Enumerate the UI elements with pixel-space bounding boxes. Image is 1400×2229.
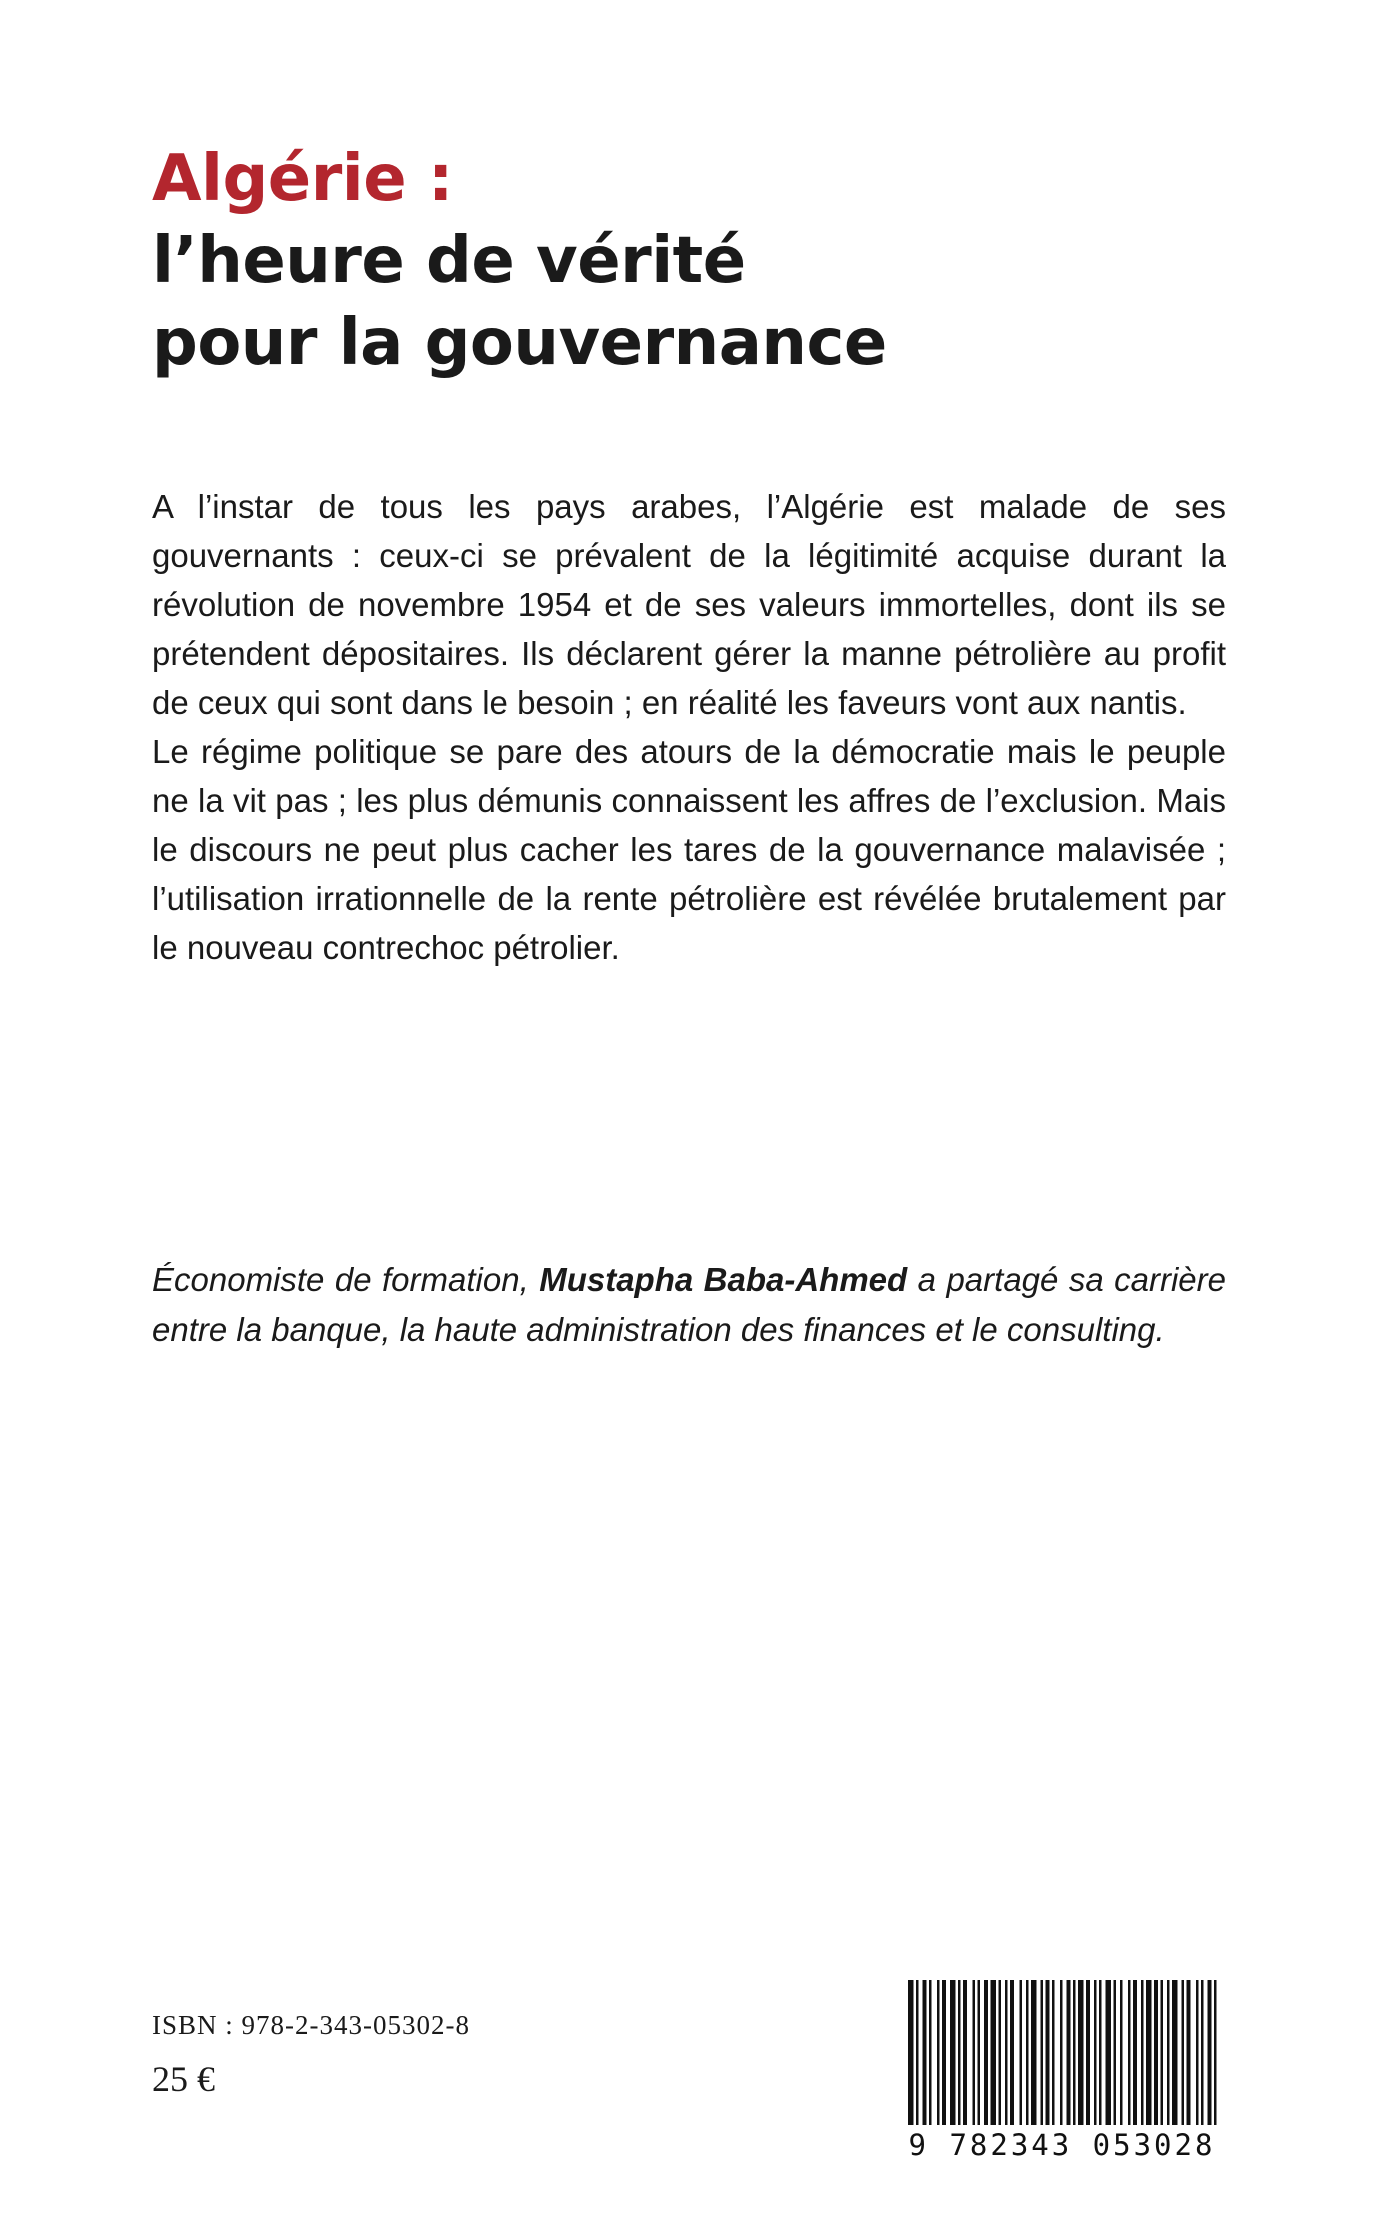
barcode-bar: [1041, 1980, 1044, 2125]
barcode-bar: [937, 1980, 940, 2125]
author-bio-career: a partagé sa carrière entre la banque, la haute administration des finances et le consulting.: [152, 1261, 1226, 1348]
barcode-bar: [958, 1980, 961, 2125]
author-name: Mustapha Baba-Ahmed: [539, 1261, 908, 1298]
barcode-bar: [1141, 1980, 1144, 2125]
barcode-bar: [923, 1980, 927, 2125]
barcode-bar: [908, 1980, 914, 2125]
barcode-bar: [929, 1980, 932, 2125]
barcode-bar: [1167, 1980, 1170, 2125]
barcode-bar: [1172, 1980, 1178, 2125]
barcode-bar: [1201, 1980, 1204, 2125]
barcode-bar: [1046, 1980, 1050, 2125]
barcode-bar: [1133, 1980, 1137, 2125]
barcode-bar: [1052, 1980, 1055, 2125]
barcode-bar: [973, 1980, 976, 2125]
barcode-bar: [1099, 1980, 1102, 2125]
barcode-bar: [1146, 1980, 1152, 2125]
barcode-bar: [991, 1980, 997, 2125]
ean-barcode: [904, 1980, 1220, 2180]
blurb-paragraph-2: Le régime politique se pare des atours de la démocratie mais le peuple ne la vit pas ; les plus démunis connaissent les affres de l’exclusion. Mais le discours ne peut plus cacher les tares de la gouvernance malavisée ; l’utilisation irrationnelle de la rente pétrolière est révélée brutalement par le nouveau contrechoc pétrolier.: [152, 733, 1226, 966]
isbn-number: ISBN : 978-2-343-05302-8: [152, 2010, 470, 2040]
barcode-bar: [999, 1980, 1002, 2125]
author-bio: [152, 1255, 1226, 1355]
barcode-bar: [1067, 1980, 1071, 2125]
book-blurb: [152, 482, 1226, 972]
barcode-bar: [1094, 1980, 1097, 2125]
barcode-bar: [950, 1980, 956, 2125]
barcode-bar: [1154, 1980, 1158, 2125]
barcode-bar: [963, 1980, 967, 2125]
barcode-bar: [1214, 1980, 1217, 2125]
barcode-bar: [1005, 1980, 1008, 2125]
barcode-bar: [1120, 1980, 1123, 2125]
barcode-bar: [1020, 1980, 1023, 2125]
title-line-subtitle-1: l’heure de vérité: [152, 224, 746, 298]
barcode-bar: [1208, 1980, 1212, 2125]
barcode-bar: [1073, 1980, 1076, 2125]
barcode-bar: [1128, 1980, 1131, 2125]
barcode-bar: [1026, 1980, 1029, 2125]
barcode-bar: [1187, 1980, 1191, 2125]
barcode-bar: [1086, 1980, 1090, 2125]
barcode-bar: [1010, 1980, 1014, 2125]
barcode-digits: 9 782343 053028: [908, 2128, 1216, 2162]
barcode-bar: [1078, 1980, 1084, 2125]
barcode-bar: [1182, 1980, 1185, 2125]
barcode-bar: [984, 1980, 988, 2125]
barcode-bar: [1106, 1980, 1112, 2125]
barcode-bar: [1114, 1980, 1117, 2125]
barcode-bar: [1031, 1980, 1037, 2125]
barcode-bar: [978, 1980, 981, 2125]
blurb-paragraph-1: A l’instar de tous les pays arabes, l’Algérie est malade de ses gouvernants : ceux-ci se prévalent de la légitimité acquise durant la révolution de novembre 1954 et de ses valeurs immortelles, dont ils se prétendent dépositaires. Ils déclarent gérer la manne pétrolière au profit de ceux qui sont dans le besoin ; en réalité les faveurs vont aux nantis.: [152, 488, 1226, 721]
book-title: [152, 138, 1252, 384]
author-bio-intro: Économiste de formation,: [152, 1261, 540, 1298]
barcode-bars: [904, 1980, 1220, 2130]
title-line-country: Algérie :: [152, 142, 453, 216]
book-price: 25 €: [152, 2059, 215, 2099]
barcode-bar: [942, 1980, 946, 2125]
title-line-subtitle-2: pour la gouvernance: [152, 306, 887, 380]
barcode-bar: [916, 1980, 919, 2125]
barcode-bar: [1161, 1980, 1164, 2125]
barcode-bar: [1060, 1980, 1063, 2125]
barcode-bar: [1196, 1980, 1199, 2125]
